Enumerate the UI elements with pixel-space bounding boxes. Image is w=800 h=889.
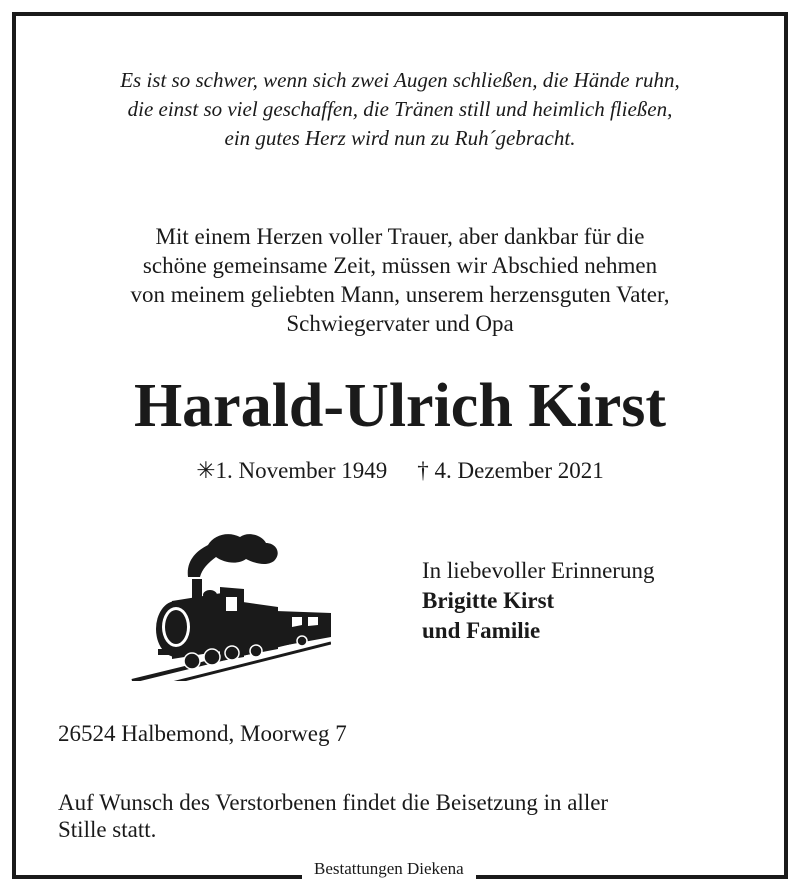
- remembrance-line: In liebevoller Erinnerung: [422, 558, 655, 583]
- poem: [16, 66, 784, 153]
- deceased-name: Harald-Ulrich Kirst: [133, 372, 667, 440]
- poem-line: die einst so viel geschaffen, die Tränen still und heimlich fließen,: [127, 97, 673, 121]
- intro-line: von meinem geliebten Mann, unserem herzensguten Vater,: [130, 282, 670, 307]
- undertaker-name: Bestattungen Diekena: [302, 859, 476, 879]
- birth-date: 1. November 1949: [215, 458, 388, 483]
- poem-line: ein gutes Herz wird nun zu Ruh´gebracht.: [224, 126, 576, 150]
- birth-star-icon: ✳: [196, 458, 216, 483]
- intro-line: Mit einem Herzen voller Trauer, aber dankbar für die: [155, 224, 645, 249]
- signer-name: Brigitte Kirst: [422, 588, 555, 613]
- intro-text: [16, 222, 784, 338]
- death-cross-icon: †: [417, 458, 429, 483]
- family-address: 26524 Halbemond, Moorweg 7: [58, 721, 347, 746]
- life-dates: [16, 456, 784, 486]
- notice-line: Stille statt.: [58, 817, 157, 842]
- notice-line: Auf Wunsch des Verstorbenen findet die Beisetzung in aller: [58, 790, 609, 815]
- burial-notice: [58, 789, 738, 843]
- poem-line: Es ist so schwer, wenn sich zwei Augen schließen, die Hände ruhn,: [120, 68, 680, 92]
- obituary-frame: [12, 12, 788, 879]
- steam-train-icon: [116, 521, 331, 681]
- remembrance-block: [422, 556, 654, 646]
- intro-line: Schwiegervater und Opa: [286, 311, 514, 336]
- signer-family: und Familie: [422, 618, 541, 643]
- death-date: 4. Dezember 2021: [434, 458, 604, 483]
- intro-line: schöne gemeinsame Zeit, müssen wir Abschied nehmen: [142, 253, 658, 278]
